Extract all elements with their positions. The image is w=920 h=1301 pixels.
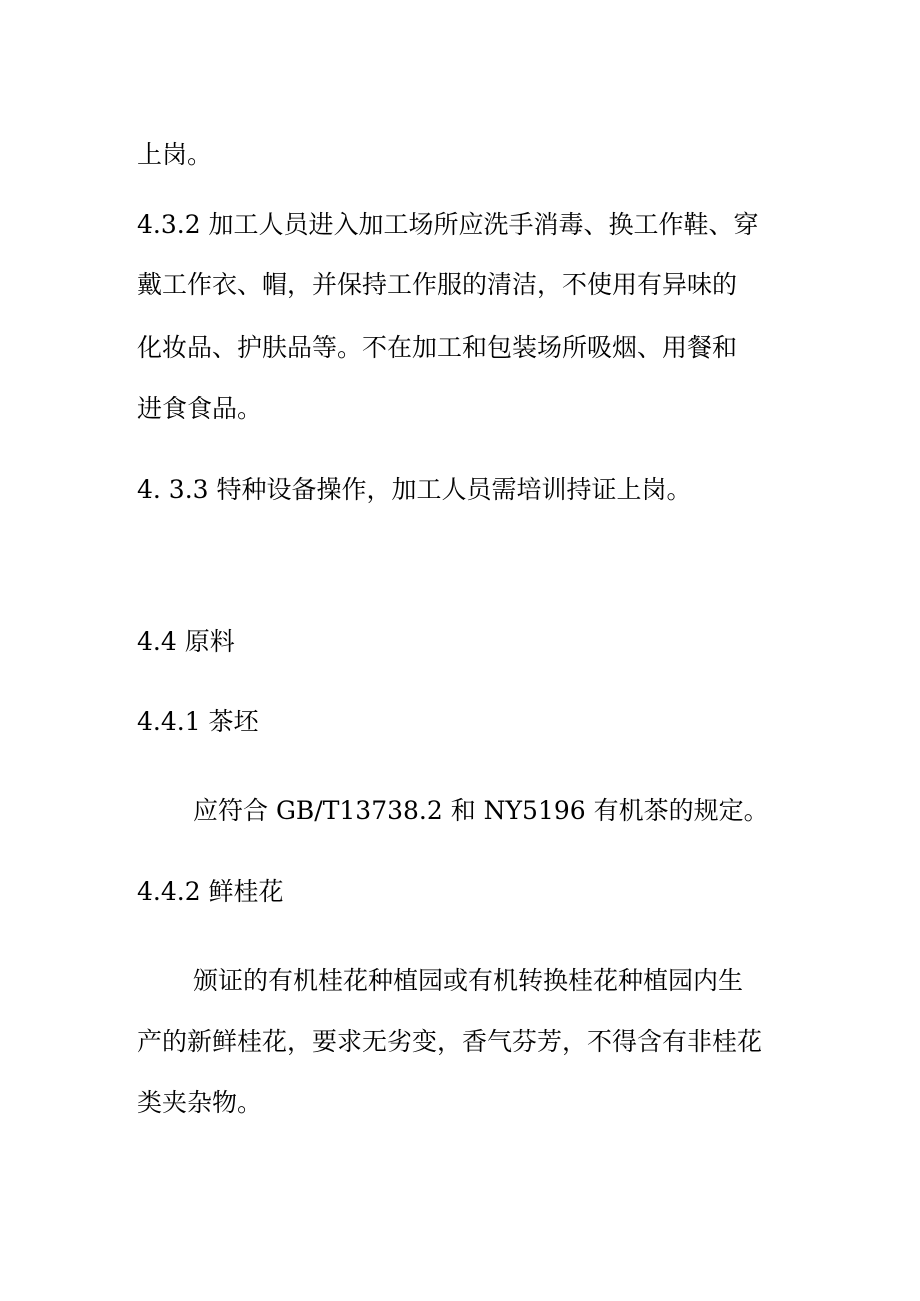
section-4-3-2-line-2: 戴工作衣、帽，并保持工作服的清洁，不使用有异味的: [137, 270, 738, 299]
heading-4-4-2: 4.4.2 鲜桂花: [137, 877, 284, 906]
section-4-3-2-line-1: 4.3.2 加工人员进入加工场所应洗手消毒、换工作鞋、穿: [137, 210, 759, 239]
section-4-3-2-line-4: 进食食品。: [137, 394, 263, 423]
heading-4-4-1: 4.4.1 茶坯: [137, 707, 259, 736]
section-4-3-3: 4. 3.3 特种设备操作，加工人员需培训持证上岗。: [137, 475, 692, 504]
paragraph-4-4-2-line-1: 颁证的有机桂花种植园或有机转换桂花种植园内生: [193, 966, 744, 995]
paragraph-4-4-2-line-3: 类夹杂物。: [137, 1088, 263, 1117]
paragraph-4-4-2-line-2: 产的新鲜桂花，要求无劣变，香气芬芳，不得含有非桂花: [137, 1027, 763, 1056]
paragraph-4-4-1: 应符合 GB/T13738.2 和 NY5196 有机茶的规定。: [193, 796, 769, 825]
section-4-3-2-line-3: 化妆品、护肤品等。不在加工和包装场所吸烟、用餐和: [137, 333, 738, 362]
heading-4-4: 4.4 原料: [137, 627, 235, 656]
text-line: 上岗。: [137, 140, 213, 169]
